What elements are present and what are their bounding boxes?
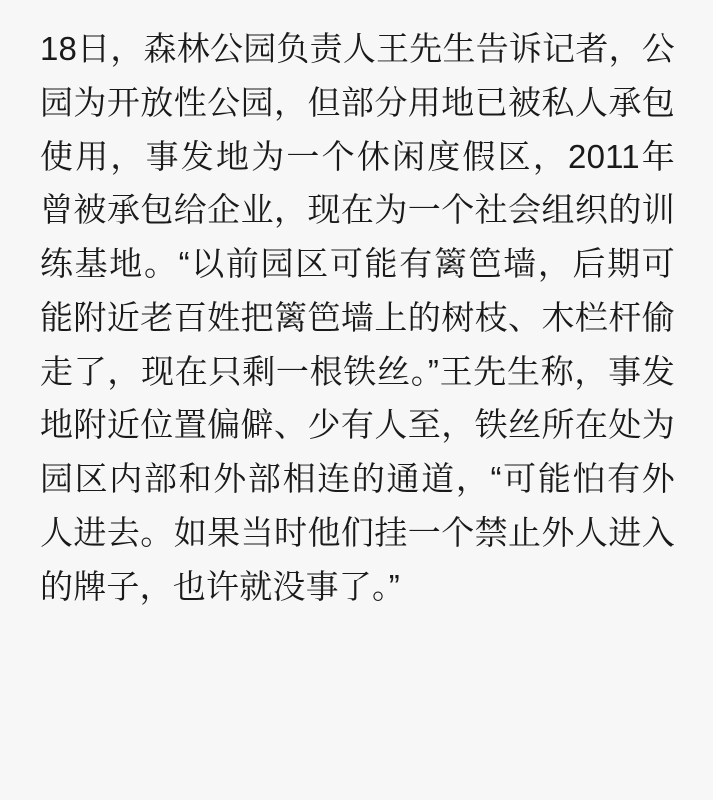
article-paragraph: 18日，森林公园负责人王先生告诉记者，公园为开放性公园，但部分用地已被私人承包使用，事发地为一个休闲度假区，2011年曾被承包给企业，现在为一个社会组织的训练基地。“以前园区可能有篱笆墙，后期可能附近老百姓把篱笆墙上的树枝、木栏杆偷走了，现在只剩一根铁丝。”王先生称，事发地附近位置偏僻、少有人至，铁丝所在处为园区内部和外部相连的通道，“可能怕有外人进去。如果当时他们挂一个禁止外人进入的牌子，也许就没事了。” [40,30,675,605]
article-body [40,22,675,614]
